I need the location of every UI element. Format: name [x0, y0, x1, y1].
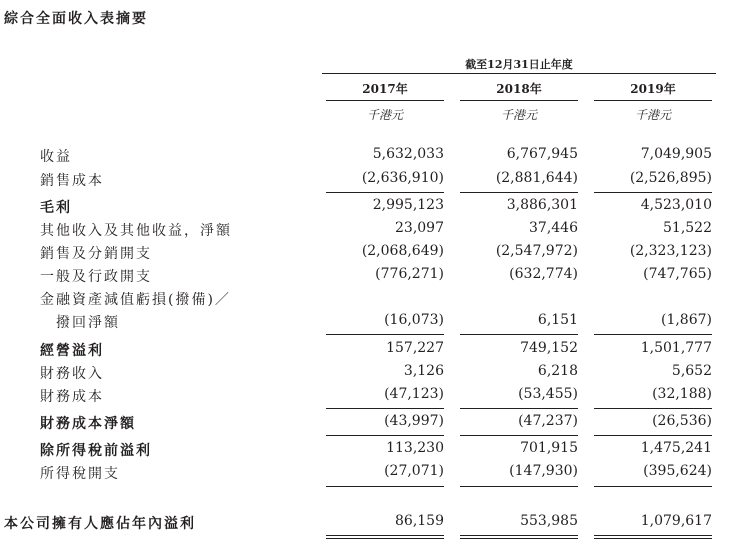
row-label: 收益 — [40, 149, 72, 165]
subtotal-rule — [594, 486, 712, 487]
cell-2017: 86,159 — [395, 513, 444, 529]
cell-2019: 1,501,777 — [640, 340, 712, 356]
cell-2017: (16,073) — [384, 312, 444, 328]
unit-label: 千港元 — [366, 108, 403, 122]
year-header-2017: 2017年 — [362, 82, 408, 96]
subtotal-rule — [460, 408, 578, 409]
subtotal-rule — [460, 334, 578, 335]
cell-2018: (632,774) — [509, 266, 578, 282]
cell-2018: 6,218 — [537, 363, 578, 379]
cell-2018: 701,915 — [520, 440, 578, 456]
subtotal-rule — [594, 408, 712, 409]
subtotal-rule — [326, 408, 444, 409]
row-label: 財務收入 — [40, 366, 104, 382]
year-header-2019: 2019年 — [630, 82, 676, 96]
year-underline — [594, 100, 712, 101]
row-label: 銷售成本 — [40, 173, 104, 189]
row-label: 金融資產減值虧損(撥備)／ — [40, 292, 231, 308]
subtotal-rule — [594, 334, 712, 335]
cell-2017: (2,068,649) — [361, 243, 444, 259]
subtotal-rule — [460, 435, 578, 436]
period-underline — [322, 73, 716, 74]
cell-2019: (395,624) — [643, 463, 712, 479]
cell-2017: 113,230 — [386, 440, 444, 456]
cell-2019: (26,536) — [652, 413, 712, 429]
cell-2017: 3,126 — [403, 363, 444, 379]
period-header: 截至12月31日止年度 — [465, 58, 573, 71]
total-double-rule — [326, 538, 444, 539]
subtotal-rule — [326, 486, 444, 487]
cell-2019: (32,188) — [652, 386, 712, 402]
subtotal-rule — [594, 435, 712, 436]
cell-2017: 5,632,033 — [372, 146, 444, 162]
total-double-rule — [594, 535, 712, 536]
row-label: 財務成本 — [40, 389, 104, 405]
cell-2019: (1,867) — [660, 312, 712, 328]
cell-2017: (27,071) — [384, 463, 444, 479]
cell-2018: 6,767,945 — [506, 146, 578, 162]
cell-2018: (47,237) — [518, 413, 578, 429]
cell-2017: (47,123) — [384, 386, 444, 402]
cell-2018: 37,446 — [529, 220, 578, 236]
row-label: 銷售及分銷開支 — [40, 246, 152, 262]
cell-2017: 157,227 — [386, 340, 444, 356]
subtotal-rule — [326, 435, 444, 436]
cell-2019: 51,522 — [663, 220, 712, 236]
year-underline — [326, 100, 444, 101]
page-title: 綜合全面收入表摘要 — [4, 11, 148, 27]
row-label: 所得稅開支 — [40, 466, 120, 482]
unit-label: 千港元 — [500, 108, 537, 122]
row-label: 毛利 — [40, 200, 72, 216]
year-header-2018: 2018年 — [496, 82, 542, 96]
cell-2019: 1,475,241 — [640, 440, 712, 456]
total-double-rule — [460, 538, 578, 539]
cell-2019: 5,652 — [671, 363, 712, 379]
row-label: 一般及行政開支 — [40, 269, 152, 285]
total-double-rule — [326, 535, 444, 536]
subtotal-rule — [326, 192, 444, 193]
cell-2019: 7,049,905 — [640, 146, 712, 162]
cell-2018: (2,881,644) — [495, 170, 578, 186]
cell-2017: (43,997) — [384, 413, 444, 429]
subtotal-rule — [594, 192, 712, 193]
row-label: 經營溢利 — [40, 343, 104, 359]
cell-2018: 6,151 — [537, 312, 578, 328]
row-label: 本公司擁有人應佔年內溢利 — [4, 516, 196, 532]
cell-2017: 23,097 — [395, 220, 444, 236]
subtotal-rule — [326, 334, 444, 335]
row-label: 財務成本淨額 — [40, 416, 136, 432]
cell-2018: (147,930) — [509, 463, 578, 479]
cell-2018: 749,152 — [520, 340, 578, 356]
cell-2019: 4,523,010 — [640, 197, 712, 213]
row-label: 其他收入及其他收益，淨額 — [40, 223, 232, 239]
cell-2017: (776,271) — [375, 266, 444, 282]
cell-2019: (747,765) — [643, 266, 712, 282]
cell-2019: (2,526,895) — [629, 170, 712, 186]
cell-2018: (53,455) — [518, 386, 578, 402]
subtotal-rule — [460, 486, 578, 487]
unit-label: 千港元 — [634, 108, 671, 122]
total-double-rule — [460, 535, 578, 536]
year-underline — [460, 100, 578, 101]
cell-2017: 2,995,123 — [372, 197, 444, 213]
cell-2019: (2,323,123) — [629, 243, 712, 259]
cell-2018: 3,886,301 — [506, 197, 578, 213]
subtotal-rule — [460, 192, 578, 193]
cell-2018: 553,985 — [520, 513, 578, 529]
row-label: 除所得稅前溢利 — [40, 443, 152, 459]
cell-2018: (2,547,972) — [495, 243, 578, 259]
row-label-continuation: 撥回淨額 — [56, 315, 120, 331]
cell-2019: 1,079,617 — [640, 513, 712, 529]
total-double-rule — [594, 538, 712, 539]
cell-2017: (2,636,910) — [361, 170, 444, 186]
